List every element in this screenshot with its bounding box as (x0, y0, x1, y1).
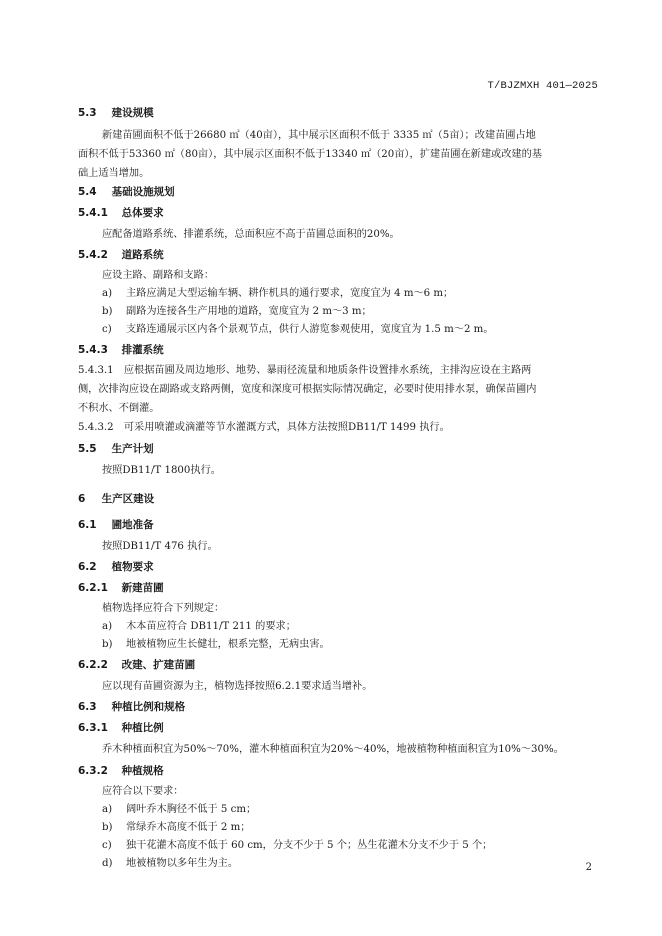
list-item (102, 800, 598, 819)
paragraph: 侧，次排沟应设在副路或支路两侧，宽度和深度可根据实际情况确定，必要时使用排水泵，确保苗圃内 (78, 384, 537, 395)
list-intro: 应设主路、副路和支路： (102, 270, 215, 281)
paragraph: 面积不低于53360 ㎡（80亩），其中展示区面积不低于13340 ㎡（20亩），扩建苗圃在新建或改建的基 (78, 149, 542, 160)
heading-6-1 (78, 516, 598, 535)
heading-5-4-1 (78, 204, 598, 223)
paragraph: 础上适当增加。 (78, 168, 150, 179)
list-label: c) (102, 840, 112, 851)
heading-number: 6.1 (78, 519, 97, 531)
heading-number: 5.4.1 (78, 207, 108, 219)
heading-6-2-1 (78, 579, 598, 598)
heading-number: 6.2.2 (78, 659, 108, 671)
heading-6-2-2 (78, 656, 598, 675)
list-item (102, 617, 598, 636)
list-text: 常绿乔木高度不低于 2 m； (126, 822, 251, 833)
heading-title: 总体要求 (121, 207, 164, 219)
doc-code-header: T/BJZMXH 401—2025 (487, 80, 598, 92)
heading-6-3-1 (78, 719, 598, 738)
list-label: c) (102, 324, 112, 335)
heading-number: 6.3.2 (78, 765, 108, 777)
heading-title: 生产计划 (111, 443, 154, 455)
heading-number: 6.2.1 (78, 582, 108, 594)
heading-title: 种植规格 (121, 765, 164, 777)
heading-6-3 (78, 698, 598, 717)
paragraph: 乔木种植面积宜为50%～70%，灌木种植面积宜为20%～40%，地被植物种植面积宜为10%～30%。 (102, 744, 564, 755)
heading-title: 圃地准备 (111, 519, 154, 531)
paragraph: 应以现有苗圃资源为主，植物选择按照6.2.1要求适当增补。 (102, 681, 373, 692)
heading-title: 道路系统 (121, 249, 164, 261)
list-label: a) (102, 621, 113, 632)
heading-5-3 (78, 104, 598, 123)
heading-title: 改建、扩建苗圃 (121, 659, 196, 671)
list-text: 阔叶乔木胸径不低于 5 cm； (126, 804, 257, 815)
heading-number: 5.4.3 (78, 344, 108, 356)
heading-number: 6.2 (78, 561, 97, 573)
heading-title: 生产区建设 (101, 493, 155, 505)
list-label: a) (102, 804, 113, 815)
heading-5-4-3 (78, 341, 598, 360)
heading-number: 5.4.2 (78, 249, 108, 261)
list-item (102, 635, 598, 654)
heading-title: 植物要求 (111, 561, 154, 573)
paragraph: 不积水、不倒灌。 (78, 403, 160, 414)
heading-title: 基础设施规划 (111, 186, 175, 198)
heading-5-4-2 (78, 246, 598, 265)
list-intro: 应符合以下要求： (102, 786, 184, 797)
list-item (102, 836, 598, 855)
heading-number: 5.5 (78, 443, 97, 455)
heading-title: 种植比例和规格 (111, 701, 186, 713)
list-label: d) (102, 858, 113, 869)
paragraph: 按照DB11/T 476 执行。 (102, 541, 218, 552)
heading-number: 6 (78, 493, 86, 505)
heading-number: 5.4 (78, 186, 97, 198)
paragraph: 5.4.3.1 应根据苗圃及周边地形、地势、暴雨径流量和地质条件设置排水系统，主排沟应设在主路两 (78, 365, 532, 376)
list-text: 地被植物应生长健壮，根系完整，无病虫害。 (126, 639, 330, 650)
heading-6 (78, 490, 598, 509)
heading-title: 种植比例 (121, 722, 164, 734)
list-item (102, 284, 598, 303)
heading-title: 建设规模 (111, 107, 154, 119)
list-text: 地被植物以多年生为主。 (126, 858, 239, 869)
heading-number: 5.3 (78, 107, 97, 119)
paragraph: 5.4.3.2 可采用喷灌或滴灌等节水灌溉方式，具体方法按照DB11/T 1499 执行。 (78, 422, 450, 433)
list-text: 支路连通展示区内各个景观节点，供行人游览参观使用，宽度宜为 1.5 m～2 m。 (126, 324, 494, 335)
paragraph: 应配备道路系统、排灌系统，总面积应不高于苗圃总面积的20%。 (102, 229, 400, 240)
heading-title: 新建苗圃 (121, 582, 164, 594)
heading-6-2 (78, 558, 598, 577)
list-text: 主路应满足大型运输车辆、耕作机具的通行要求，宽度宜为 4 m～6 m； (126, 288, 454, 299)
heading-5-4 (78, 183, 598, 202)
list-text: 副路为连接各生产用地的道路，宽度宜为 2 m～3 m； (126, 306, 372, 317)
heading-6-3-2 (78, 762, 598, 781)
list-item (102, 854, 598, 873)
paragraph: 新建苗圃面积不低于26680 ㎡（40亩），其中展示区面积不低于 3335 ㎡（5亩）；改建苗圃占地 (102, 130, 536, 141)
list-intro: 植物选择应符合下列规定： (102, 603, 225, 614)
list-item (102, 302, 598, 321)
list-label: a) (102, 288, 113, 299)
heading-number: 6.3 (78, 701, 97, 713)
heading-title: 排灌系统 (121, 344, 164, 356)
heading-5-5 (78, 440, 598, 459)
list-item (102, 818, 598, 837)
list-text: 木本苗应符合 DB11/T 211 的要求； (126, 621, 296, 632)
heading-number: 6.3.1 (78, 722, 108, 734)
list-item (102, 320, 598, 339)
list-label: b) (102, 639, 113, 650)
list-label: b) (102, 306, 113, 317)
list-text: 独干花灌木高度不低于 60 cm，分支不少于 5 个；丛生花灌木分支不少于 5 个； (126, 840, 493, 851)
list-label: b) (102, 822, 113, 833)
paragraph: 按照DB11/T 1800执行。 (102, 465, 221, 476)
page-number: 2 (585, 862, 592, 873)
